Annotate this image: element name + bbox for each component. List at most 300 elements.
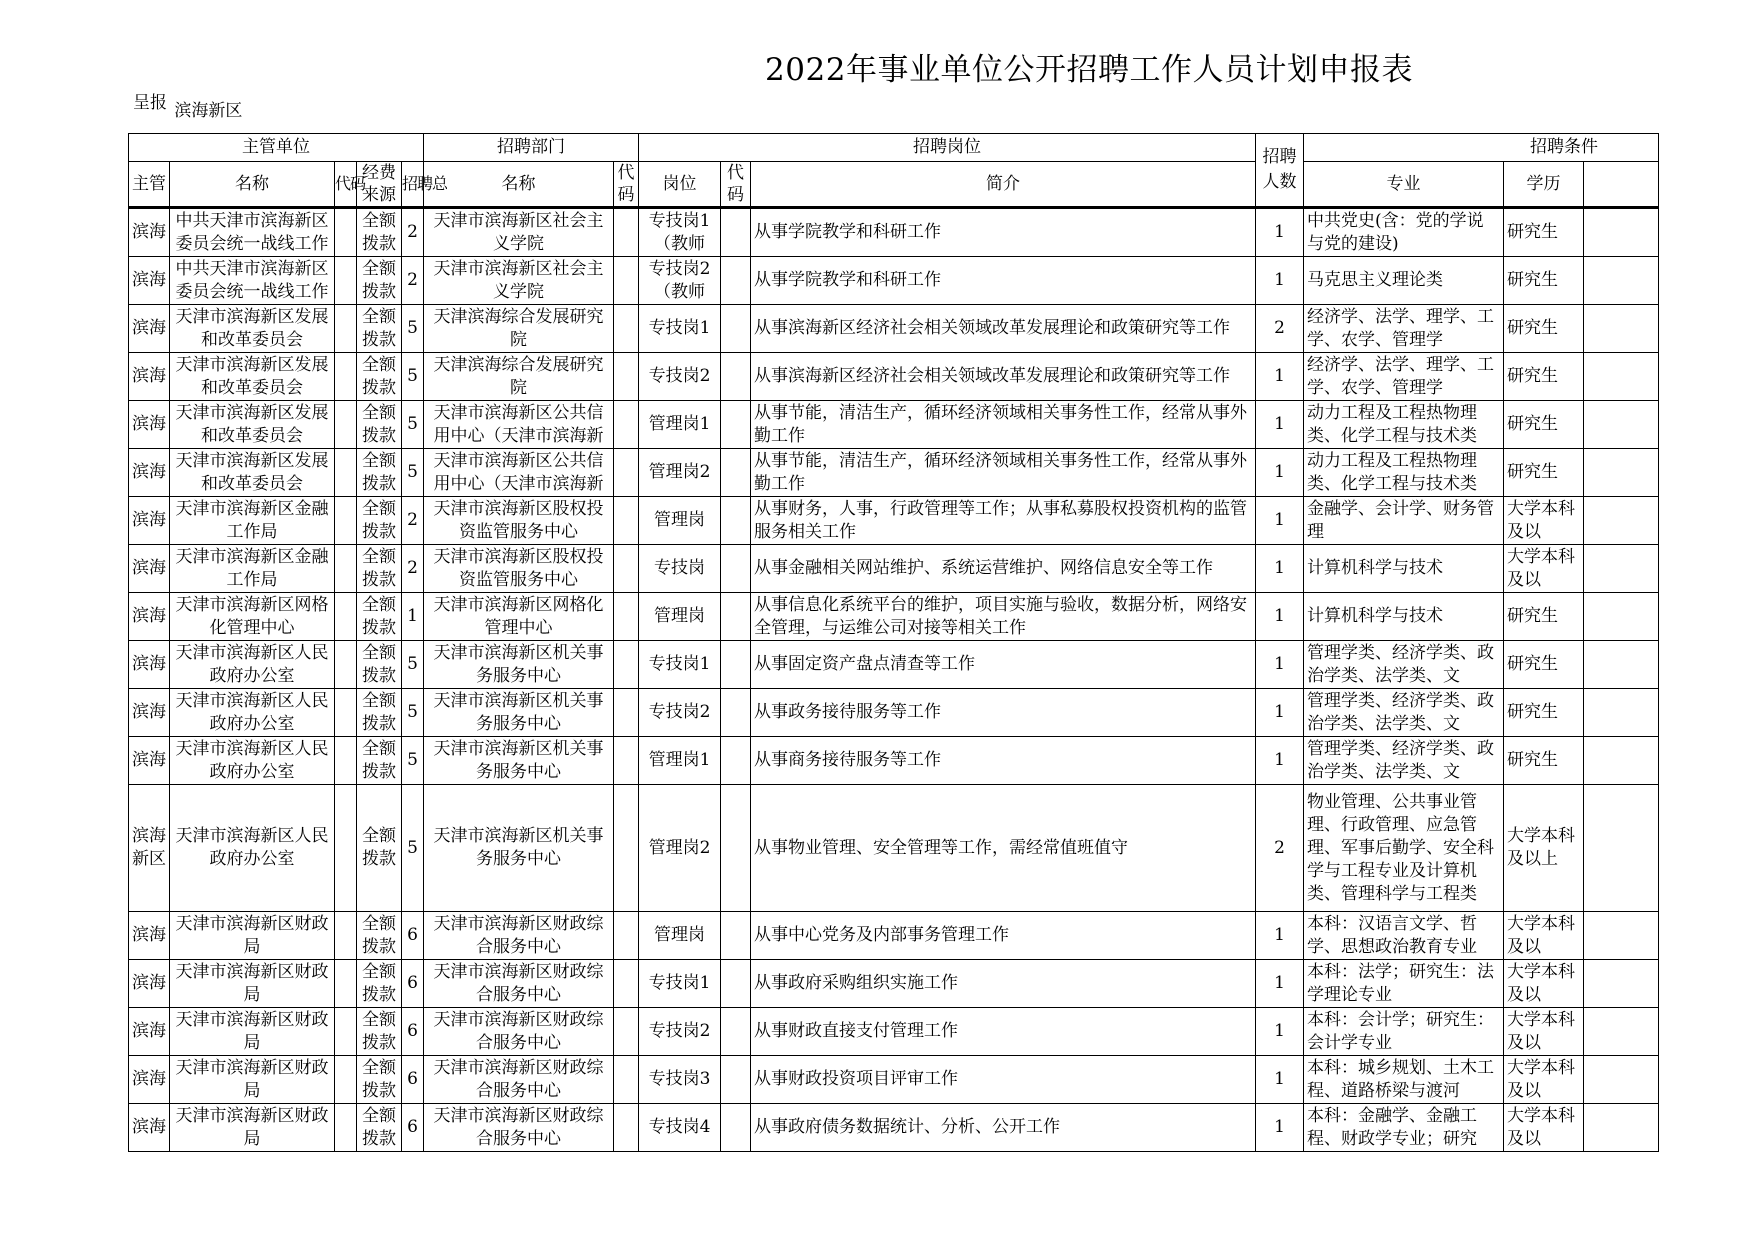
cell-major bbox=[1304, 1104, 1504, 1152]
cell-sup-abbr-text: 滨海 bbox=[132, 222, 166, 242]
cell-total bbox=[402, 912, 424, 960]
cell-sup-code bbox=[335, 449, 357, 497]
table-row bbox=[129, 401, 1659, 449]
cell-edu-text: 研究生 bbox=[1507, 366, 1558, 386]
cell-total bbox=[402, 1104, 424, 1152]
cell-edu bbox=[1504, 257, 1584, 305]
cell-sup-name bbox=[170, 785, 335, 912]
cell-sup-abbr bbox=[129, 1008, 170, 1056]
cell-total bbox=[402, 1008, 424, 1056]
cell-dept-name-text: 天津市滨海新区股权投资监管服务中心 bbox=[433, 546, 604, 590]
cell-major bbox=[1304, 737, 1504, 785]
cell-post-text: 管理岗 bbox=[654, 925, 705, 945]
cell-sup-name bbox=[170, 1104, 335, 1152]
cell-edu-text: 研究生 bbox=[1507, 318, 1558, 338]
cell-sup-name-text: 天津市滨海新区人民政府办公室 bbox=[175, 642, 329, 686]
cell-dept-name-text: 天津市滨海新区公共信用中心（天津市滨海新 bbox=[433, 450, 604, 494]
cell-post-code bbox=[721, 257, 751, 305]
cell-sup-name-text: 天津市滨海新区财政局 bbox=[175, 913, 329, 957]
cell-post-code bbox=[721, 689, 751, 737]
cell-count-text: 1 bbox=[1274, 750, 1285, 770]
cell-funding-text: 全额拨款 bbox=[362, 961, 396, 1005]
cell-edu bbox=[1504, 912, 1584, 960]
cell-count-text: 1 bbox=[1274, 366, 1285, 386]
cell-dept-name bbox=[424, 689, 614, 737]
cell-total bbox=[402, 449, 424, 497]
cell-funding-text: 全额拨款 bbox=[362, 738, 396, 782]
cell-total-text: 5 bbox=[407, 654, 418, 674]
cell-post-text: 专技岗4 bbox=[648, 1117, 711, 1137]
cell-desc-text: 从事财政直接支付管理工作 bbox=[754, 1021, 958, 1041]
table-row bbox=[129, 1056, 1659, 1104]
cell-desc bbox=[751, 593, 1256, 641]
cell-sup-name bbox=[170, 1008, 335, 1056]
cell-desc-text: 从事财务，人事，行政管理等工作；从事私募股权投资机构的监管服务相关工作 bbox=[754, 498, 1247, 542]
cell-desc bbox=[751, 449, 1256, 497]
cell-more bbox=[1584, 401, 1659, 449]
cell-funding-text: 全额拨款 bbox=[362, 498, 396, 542]
cell-funding bbox=[357, 737, 402, 785]
cell-sup-name-text: 中共天津市滨海新区委员会统一战线工作 bbox=[175, 210, 329, 254]
cell-funding-text: 全额拨款 bbox=[362, 354, 396, 398]
cell-sup-abbr bbox=[129, 257, 170, 305]
cell-major-text: 计算机科学与技术 bbox=[1307, 558, 1443, 578]
cell-post bbox=[639, 1056, 721, 1104]
cell-sup-code bbox=[335, 1104, 357, 1152]
cell-dept-code bbox=[614, 449, 639, 497]
cell-edu-text: 大学本科及以 bbox=[1507, 1057, 1575, 1101]
cell-edu-text: 研究生 bbox=[1507, 414, 1558, 434]
cell-sup-name bbox=[170, 545, 335, 593]
cell-edu-text: 大学本科及以 bbox=[1507, 1009, 1575, 1053]
cell-edu-text: 研究生 bbox=[1507, 270, 1558, 290]
cell-sup-abbr bbox=[129, 785, 170, 912]
cell-post bbox=[639, 960, 721, 1008]
cell-funding-text: 全额拨款 bbox=[362, 1009, 396, 1053]
cell-total bbox=[402, 737, 424, 785]
cell-sup-name bbox=[170, 689, 335, 737]
cell-post-code bbox=[721, 545, 751, 593]
cell-dept-code bbox=[614, 641, 639, 689]
cell-desc bbox=[751, 497, 1256, 545]
cell-edu-text: 研究生 bbox=[1507, 462, 1558, 482]
cell-dept-name bbox=[424, 545, 614, 593]
table-row bbox=[129, 689, 1659, 737]
cell-dept-name-text: 天津市滨海新区机关事务服务中心 bbox=[433, 690, 604, 734]
cell-dept-name-text: 天津市滨海新区财政综合服务中心 bbox=[433, 1105, 604, 1149]
cell-post-code bbox=[721, 1008, 751, 1056]
cell-sup-name-text: 天津市滨海新区网格化管理中心 bbox=[175, 594, 329, 638]
cell-dept-code bbox=[614, 689, 639, 737]
cell-dept-name-text: 天津市滨海新区财政综合服务中心 bbox=[433, 913, 604, 957]
cell-count-text: 1 bbox=[1274, 558, 1285, 578]
cell-count-text: 1 bbox=[1274, 270, 1285, 290]
cell-funding-text: 全额拨款 bbox=[362, 1057, 396, 1101]
cell-major bbox=[1304, 785, 1504, 912]
group-post: 招聘岗位 bbox=[639, 134, 1256, 162]
cell-desc bbox=[751, 641, 1256, 689]
cell-count bbox=[1256, 593, 1304, 641]
cell-funding bbox=[357, 257, 402, 305]
cell-funding bbox=[357, 912, 402, 960]
cell-sup-name bbox=[170, 257, 335, 305]
cell-dept-code bbox=[614, 1008, 639, 1056]
cell-sup-name-text: 天津市滨海新区人民政府办公室 bbox=[175, 690, 329, 734]
cell-more bbox=[1584, 208, 1659, 257]
cell-edu bbox=[1504, 1008, 1584, 1056]
cell-desc bbox=[751, 545, 1256, 593]
cell-funding-text: 全额拨款 bbox=[362, 913, 396, 957]
cell-post-text: 管理岗1 bbox=[648, 750, 711, 770]
cell-total bbox=[402, 401, 424, 449]
cell-sup-abbr bbox=[129, 449, 170, 497]
cell-desc-text: 从事滨海新区经济社会相关领域改革发展理论和政策研究等工作 bbox=[754, 366, 1230, 386]
cell-sup-code bbox=[335, 257, 357, 305]
cell-sup-name bbox=[170, 960, 335, 1008]
cell-count-text: 1 bbox=[1274, 222, 1285, 242]
cell-count-text: 1 bbox=[1274, 973, 1285, 993]
group-conditions: 招聘条件 bbox=[1304, 134, 1659, 162]
cell-sup-abbr bbox=[129, 208, 170, 257]
cell-sup-name bbox=[170, 449, 335, 497]
cell-desc-text: 从事节能，清洁生产，循环经济领域相关事务性工作，经常从事外勤工作 bbox=[754, 450, 1247, 494]
cell-sup-abbr-text: 滨海 bbox=[132, 1117, 166, 1137]
cell-post-code bbox=[721, 305, 751, 353]
cell-major bbox=[1304, 353, 1504, 401]
cell-post-code bbox=[721, 449, 751, 497]
table-row bbox=[129, 305, 1659, 353]
cell-edu-text: 研究生 bbox=[1507, 654, 1558, 674]
cell-desc bbox=[751, 1056, 1256, 1104]
cell-post-text: 管理岗2 bbox=[648, 837, 711, 858]
cell-edu-text: 大学本科及以上 bbox=[1507, 826, 1575, 869]
cell-desc-text: 从事节能，清洁生产，循环经济领域相关事务性工作，经常从事外勤工作 bbox=[754, 402, 1247, 446]
cell-more bbox=[1584, 257, 1659, 305]
cell-dept-code bbox=[614, 593, 639, 641]
cell-dept-name bbox=[424, 208, 614, 257]
cell-total-text: 2 bbox=[407, 510, 418, 530]
cell-major-text: 计算机科学与技术 bbox=[1307, 606, 1443, 626]
cell-sup-abbr bbox=[129, 593, 170, 641]
table-row bbox=[129, 1008, 1659, 1056]
cell-edu-text: 研究生 bbox=[1507, 222, 1558, 242]
cell-post-code bbox=[721, 912, 751, 960]
table-row bbox=[129, 257, 1659, 305]
cell-total-text: 5 bbox=[407, 462, 418, 482]
cell-post-code bbox=[721, 593, 751, 641]
cell-sup-abbr-text: 滨海 bbox=[132, 270, 166, 290]
cell-sup-code bbox=[335, 1056, 357, 1104]
cell-total-text: 6 bbox=[407, 925, 418, 945]
cell-total-text: 6 bbox=[407, 1117, 418, 1137]
cell-sup-abbr bbox=[129, 912, 170, 960]
page-title bbox=[0, 44, 1754, 89]
cell-edu-text: 大学本科及以 bbox=[1507, 961, 1575, 1005]
cell-dept-code bbox=[614, 960, 639, 1008]
recruitment-plan-table bbox=[128, 133, 1658, 1193]
cell-major bbox=[1304, 1008, 1504, 1056]
cell-major-text: 本科：会计学；研究生：会计学专业 bbox=[1307, 1009, 1494, 1053]
cell-major bbox=[1304, 208, 1504, 257]
cell-total bbox=[402, 785, 424, 912]
cell-post-code bbox=[721, 785, 751, 912]
header-more bbox=[1584, 162, 1659, 208]
cell-funding-text: 全额拨款 bbox=[362, 690, 396, 734]
group-count: 招聘人数 bbox=[1256, 134, 1304, 208]
cell-total-text: 5 bbox=[407, 750, 418, 770]
cell-post-text: 专技岗1 bbox=[648, 318, 711, 338]
cell-sup-code bbox=[335, 641, 357, 689]
cell-sup-code bbox=[335, 593, 357, 641]
cell-count-text: 2 bbox=[1274, 837, 1285, 858]
cell-dept-code bbox=[614, 912, 639, 960]
cell-sup-code bbox=[335, 305, 357, 353]
cell-funding bbox=[357, 785, 402, 912]
cell-dept-name bbox=[424, 785, 614, 912]
cell-funding-text: 全额拨款 bbox=[362, 826, 396, 869]
cell-sup-code bbox=[335, 545, 357, 593]
cell-major bbox=[1304, 689, 1504, 737]
cell-major bbox=[1304, 960, 1504, 1008]
cell-major bbox=[1304, 545, 1504, 593]
cell-funding bbox=[357, 1056, 402, 1104]
header-sup-abbr: 主管 bbox=[129, 162, 170, 208]
header-funding: 经费来源 bbox=[357, 162, 402, 208]
cell-edu bbox=[1504, 737, 1584, 785]
cell-funding bbox=[357, 497, 402, 545]
cell-desc bbox=[751, 689, 1256, 737]
header-sup-name: 名称 bbox=[170, 162, 335, 208]
cell-major bbox=[1304, 912, 1504, 960]
cell-sup-name-text: 天津市滨海新区财政局 bbox=[175, 961, 329, 1005]
cell-more bbox=[1584, 737, 1659, 785]
group-header-row bbox=[129, 134, 1659, 162]
report-unit: 滨海新区 bbox=[174, 101, 243, 121]
cell-major-text: 管理学类、经济学类、政治学类、法学类、文 bbox=[1307, 690, 1494, 734]
cell-major bbox=[1304, 497, 1504, 545]
cell-dept-name-text: 天津滨海综合发展研究院 bbox=[433, 354, 604, 398]
group-dept: 招聘部门 bbox=[424, 134, 639, 162]
cell-major-text: 动力工程及工程热物理类、化学工程与技术类 bbox=[1307, 402, 1477, 446]
cell-post bbox=[639, 497, 721, 545]
cell-funding-text: 全额拨款 bbox=[362, 1105, 396, 1149]
cell-major bbox=[1304, 593, 1504, 641]
cell-total-text: 5 bbox=[407, 414, 418, 434]
header-edu: 学历 bbox=[1504, 162, 1584, 208]
cell-sup-name bbox=[170, 208, 335, 257]
cell-funding bbox=[357, 305, 402, 353]
cell-more bbox=[1584, 593, 1659, 641]
cell-desc bbox=[751, 353, 1256, 401]
cell-count bbox=[1256, 401, 1304, 449]
cell-major-text: 管理学类、经济学类、政治学类、法学类、文 bbox=[1307, 642, 1494, 686]
cell-post-text: 专技岗2 bbox=[648, 1021, 711, 1041]
cell-sup-name-text: 天津市滨海新区财政局 bbox=[175, 1105, 329, 1149]
cell-sup-abbr bbox=[129, 689, 170, 737]
cell-sup-abbr bbox=[129, 353, 170, 401]
cell-count bbox=[1256, 353, 1304, 401]
cell-funding bbox=[357, 401, 402, 449]
cell-dept-code bbox=[614, 401, 639, 449]
cell-post-code bbox=[721, 497, 751, 545]
cell-more bbox=[1584, 545, 1659, 593]
cell-funding bbox=[357, 641, 402, 689]
header-total: 招聘总 bbox=[402, 162, 424, 208]
cell-total-text: 2 bbox=[407, 222, 418, 242]
cell-sup-name-text: 天津市滨海新区人民政府办公室 bbox=[175, 826, 329, 869]
cell-count bbox=[1256, 1104, 1304, 1152]
cell-edu bbox=[1504, 208, 1584, 257]
cell-post-text: 管理岗2 bbox=[648, 462, 711, 482]
cell-more bbox=[1584, 497, 1659, 545]
cell-sup-abbr-text: 滨海 bbox=[132, 558, 166, 578]
cell-post-code bbox=[721, 401, 751, 449]
cell-major-text: 本科：汉语言文学、哲学、思想政治教育专业 bbox=[1307, 913, 1477, 957]
cell-desc bbox=[751, 1008, 1256, 1056]
cell-sup-abbr-text: 滨海 bbox=[132, 1021, 166, 1041]
cell-desc-text: 从事金融相关网站维护、系统运营维护、网络信息安全等工作 bbox=[754, 558, 1213, 578]
header-dept-name: 名称 bbox=[424, 162, 614, 208]
cell-post bbox=[639, 208, 721, 257]
cell-post-code bbox=[721, 641, 751, 689]
cell-more bbox=[1584, 641, 1659, 689]
cell-dept-code bbox=[614, 1056, 639, 1104]
cell-sup-abbr-text: 滨海 bbox=[132, 606, 166, 626]
cell-sup-code bbox=[335, 689, 357, 737]
cell-count-text: 1 bbox=[1274, 654, 1285, 674]
cell-sup-name-text: 天津市滨海新区金融工作局 bbox=[175, 498, 329, 542]
cell-count-text: 2 bbox=[1274, 318, 1285, 338]
cell-sup-abbr-text: 滨海 bbox=[132, 702, 166, 722]
cell-count bbox=[1256, 449, 1304, 497]
cell-edu bbox=[1504, 401, 1584, 449]
cell-major-text: 物业管理、公共事业管理、行政管理、应急管理、军事后勤学、安全科学与工程专业及计算机类、管理科学与工程类 bbox=[1307, 791, 1494, 904]
report-unit-line bbox=[133, 93, 242, 122]
cell-sup-abbr bbox=[129, 545, 170, 593]
cell-count-text: 1 bbox=[1274, 925, 1285, 945]
group-supervisor: 主管单位 bbox=[129, 134, 424, 162]
cell-count bbox=[1256, 497, 1304, 545]
cell-sup-abbr-text: 滨海 bbox=[132, 925, 166, 945]
cell-dept-name bbox=[424, 737, 614, 785]
cell-count-text: 1 bbox=[1274, 414, 1285, 434]
cell-total bbox=[402, 208, 424, 257]
cell-sup-name-text: 天津市滨海新区发展和改革委员会 bbox=[175, 402, 329, 446]
cell-sup-code bbox=[335, 208, 357, 257]
cell-sup-name-text: 天津市滨海新区发展和改革委员会 bbox=[175, 306, 329, 350]
cell-edu-text: 研究生 bbox=[1507, 750, 1558, 770]
cell-sup-name bbox=[170, 912, 335, 960]
table-row bbox=[129, 737, 1659, 785]
cell-more bbox=[1584, 1008, 1659, 1056]
cell-sup-name bbox=[170, 401, 335, 449]
cell-desc-text: 从事中心党务及内部事务管理工作 bbox=[754, 925, 1009, 945]
cell-count bbox=[1256, 960, 1304, 1008]
cell-sup-abbr bbox=[129, 305, 170, 353]
cell-edu-text: 大学本科及以 bbox=[1507, 1105, 1575, 1149]
cell-dept-name-text: 天津滨海综合发展研究院 bbox=[433, 306, 604, 350]
cell-sup-abbr bbox=[129, 737, 170, 785]
cell-total-text: 5 bbox=[407, 366, 418, 386]
cell-post bbox=[639, 353, 721, 401]
cell-edu bbox=[1504, 641, 1584, 689]
cell-count bbox=[1256, 737, 1304, 785]
cell-more bbox=[1584, 912, 1659, 960]
cell-edu bbox=[1504, 353, 1584, 401]
cell-sup-name-text: 中共天津市滨海新区委员会统一战线工作 bbox=[175, 258, 329, 302]
cell-count bbox=[1256, 208, 1304, 257]
cell-count bbox=[1256, 1056, 1304, 1104]
cell-dept-name-text: 天津市滨海新区网格化管理中心 bbox=[433, 594, 604, 638]
cell-funding bbox=[357, 689, 402, 737]
cell-dept-name bbox=[424, 912, 614, 960]
cell-total bbox=[402, 353, 424, 401]
cell-sup-name-text: 天津市滨海新区财政局 bbox=[175, 1057, 329, 1101]
cell-total bbox=[402, 545, 424, 593]
table-row bbox=[129, 912, 1659, 960]
cell-major-text: 动力工程及工程热物理类、化学工程与技术类 bbox=[1307, 450, 1477, 494]
cell-more bbox=[1584, 785, 1659, 912]
cell-count-text: 1 bbox=[1274, 1021, 1285, 1041]
cell-total bbox=[402, 593, 424, 641]
cell-sup-abbr-text: 滨海 bbox=[132, 1069, 166, 1089]
cell-post-code bbox=[721, 1056, 751, 1104]
cell-desc bbox=[751, 305, 1256, 353]
cell-edu bbox=[1504, 1104, 1584, 1152]
cell-major-text: 本科：金融学、金融工程、财政学专业；研究 bbox=[1307, 1105, 1477, 1149]
cell-sup-abbr-text: 滨海 bbox=[132, 750, 166, 770]
cell-sup-name bbox=[170, 305, 335, 353]
cell-major bbox=[1304, 305, 1504, 353]
cell-sup-code bbox=[335, 497, 357, 545]
cell-count-text: 1 bbox=[1274, 510, 1285, 530]
header-dept-code: 代码 bbox=[614, 162, 639, 208]
cell-sup-abbr-text: 滨海 bbox=[132, 366, 166, 386]
cell-dept-name bbox=[424, 305, 614, 353]
cell-edu-text: 研究生 bbox=[1507, 606, 1558, 626]
cell-edu bbox=[1504, 1056, 1584, 1104]
cell-dept-name bbox=[424, 353, 614, 401]
cell-count bbox=[1256, 545, 1304, 593]
cell-sup-code bbox=[335, 737, 357, 785]
cell-post-text: 专技岗2 bbox=[648, 702, 711, 722]
cell-more bbox=[1584, 1056, 1659, 1104]
cell-dept-name bbox=[424, 1056, 614, 1104]
cell-count bbox=[1256, 689, 1304, 737]
cell-desc-text: 从事商务接待服务等工作 bbox=[754, 750, 941, 770]
cell-sup-code bbox=[335, 912, 357, 960]
cell-dept-code bbox=[614, 305, 639, 353]
cell-sup-abbr-text: 滨海 bbox=[132, 414, 166, 434]
cell-desc-text: 从事滨海新区经济社会相关领域改革发展理论和政策研究等工作 bbox=[754, 318, 1230, 338]
cell-sup-name bbox=[170, 737, 335, 785]
cell-sup-abbr bbox=[129, 960, 170, 1008]
cell-sup-code bbox=[335, 401, 357, 449]
cell-count-text: 1 bbox=[1274, 462, 1285, 482]
cell-funding-text: 全额拨款 bbox=[362, 306, 396, 350]
cell-post-text: 专技岗1 bbox=[648, 973, 711, 993]
cell-edu bbox=[1504, 449, 1584, 497]
cell-dept-name-text: 天津市滨海新区社会主义学院 bbox=[433, 258, 604, 302]
table-row bbox=[129, 1104, 1659, 1152]
cell-post bbox=[639, 737, 721, 785]
cell-dept-code bbox=[614, 497, 639, 545]
cell-sup-name bbox=[170, 497, 335, 545]
cell-desc bbox=[751, 737, 1256, 785]
cell-post bbox=[639, 641, 721, 689]
cell-count-text: 1 bbox=[1274, 1069, 1285, 1089]
cell-dept-name-text: 天津市滨海新区机关事务服务中心 bbox=[433, 738, 604, 782]
